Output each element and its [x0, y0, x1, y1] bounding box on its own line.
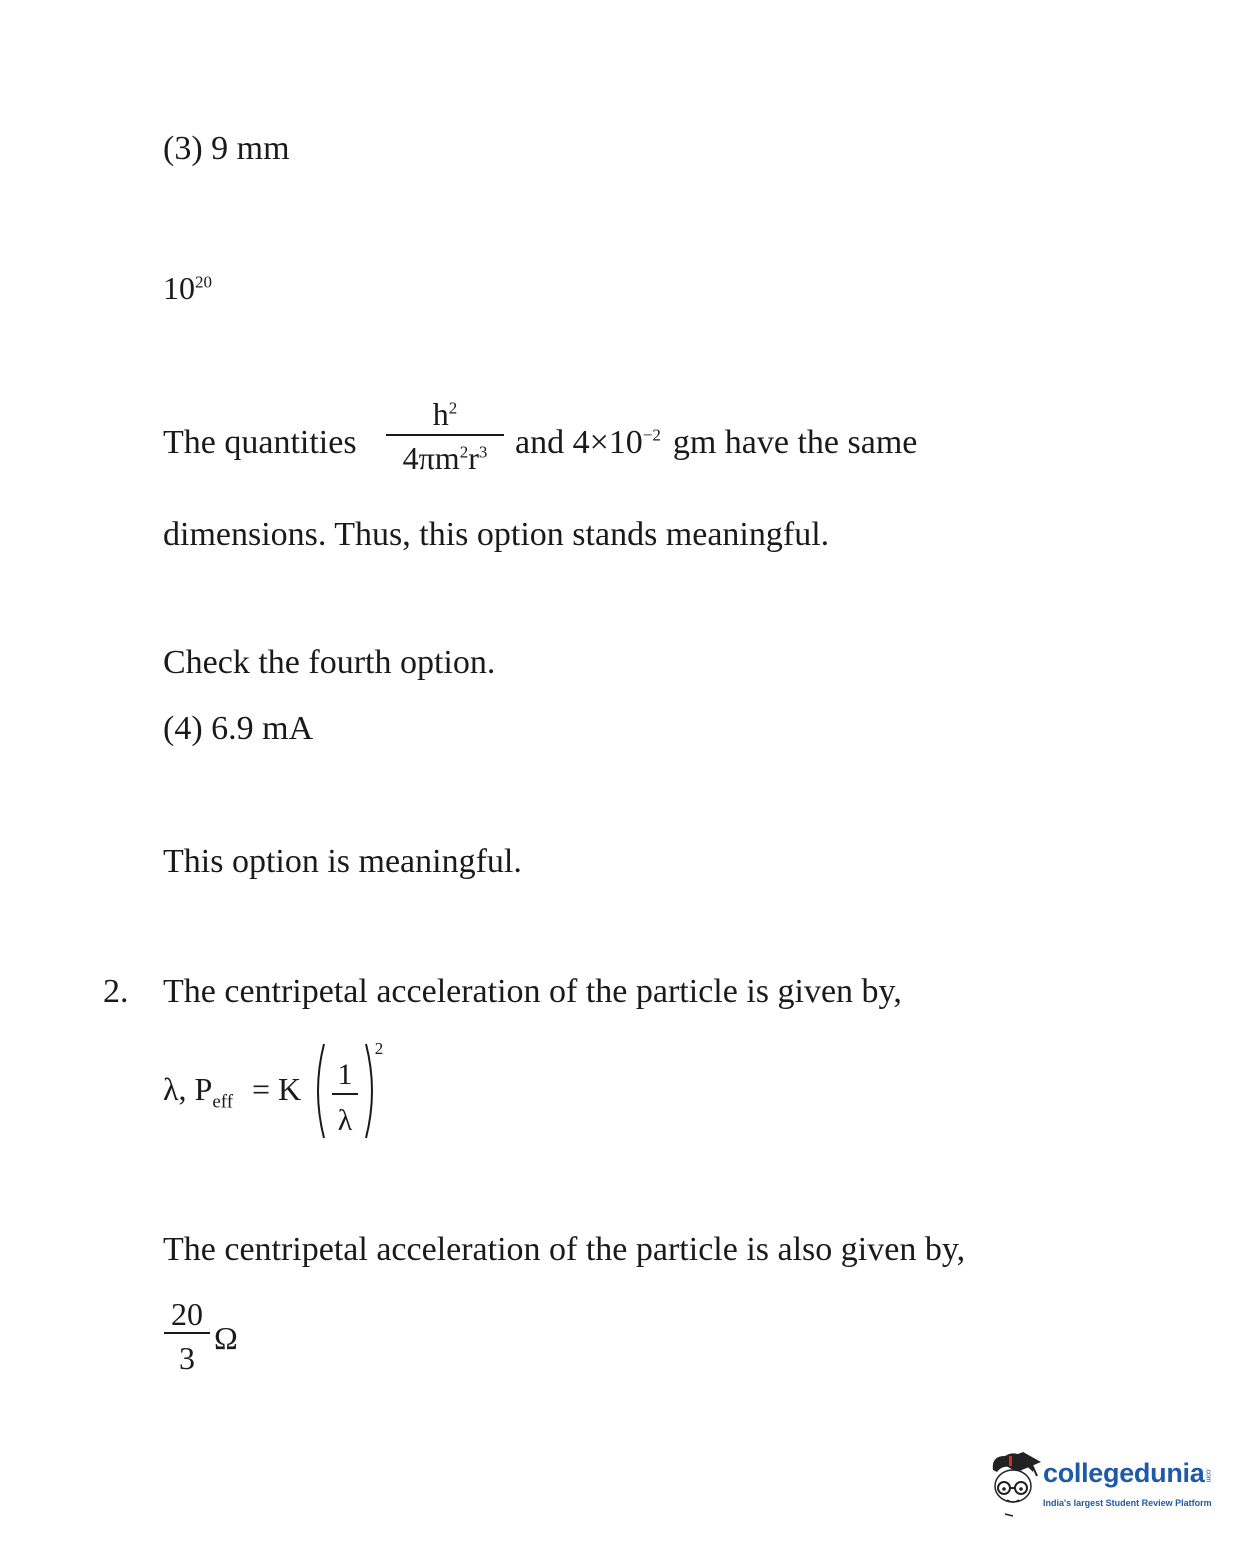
logo-domain-suffix: .com — [1204, 1467, 1212, 1482]
equation-2-denominator: 3 — [179, 1340, 195, 1376]
inner-denominator: λ — [337, 1104, 353, 1137]
numerator-h: h — [432, 396, 449, 432]
question-2-number: 2. — [103, 973, 129, 1010]
mascot-icon — [985, 1448, 1043, 1518]
denominator-r-exponent: 3 — [478, 442, 488, 462]
ten-power-expression — [163, 272, 212, 304]
lambda-p: λ, P — [163, 1071, 213, 1107]
also-given-line: The centripetal acceleration of the particle is also given by, — [163, 1231, 966, 1268]
denominator-r: r — [468, 440, 479, 476]
ten-power-base: 10 — [163, 270, 195, 306]
dimensions-line: dimensions. Thus, this option stands meaningful. — [163, 516, 830, 553]
question-2-text: The centripetal acceleration of the particle is given by, — [163, 973, 902, 1010]
fraction-denominator — [386, 436, 504, 474]
equation-2-unit: Ω — [214, 1320, 238, 1356]
eff-subscript: eff — [212, 1091, 234, 1113]
logo-tagline: India's largest Student Review Platform — [1043, 1498, 1212, 1508]
denominator-m-exponent: 2 — [459, 442, 469, 462]
equation-1-parenthesized-fraction — [308, 1036, 388, 1146]
equation-1-left — [163, 1073, 233, 1111]
quantities-intro: The quantities — [163, 424, 357, 461]
equation-2-numerator: 20 — [171, 1296, 203, 1332]
collegedunia-logo — [985, 1448, 1215, 1518]
fraction-numerator — [386, 398, 504, 434]
inner-numerator: 1 — [337, 1058, 353, 1091]
outer-exponent: 2 — [374, 1039, 384, 1058]
option-3-text: (3) 9 mm — [163, 130, 290, 167]
equals-k: = K — [252, 1071, 302, 1107]
quantities-fraction — [386, 398, 504, 474]
check-fourth-option: Check the fourth option. — [163, 644, 496, 681]
option-4-text: (4) 6.9 mA — [163, 710, 314, 747]
denominator-prefix: 4πm — [402, 440, 460, 476]
equation-2-fraction — [164, 1298, 210, 1374]
quantities-tail: gm have the same — [672, 424, 918, 461]
logo-wordmark — [1043, 1458, 1211, 1489]
logo-name-text: collegedunia — [1043, 1458, 1205, 1488]
ten-power-exponent: 20 — [195, 272, 212, 292]
and-four-times-ten: and 4×10 — [515, 424, 643, 461]
left-parenthesis — [318, 1044, 324, 1138]
and-exponent: −2 — [642, 425, 661, 445]
right-parenthesis — [366, 1044, 372, 1138]
quantities-and-expression — [515, 426, 917, 460]
numerator-exponent: 2 — [448, 398, 458, 418]
meaningful-line: This option is meaningful. — [163, 843, 522, 880]
